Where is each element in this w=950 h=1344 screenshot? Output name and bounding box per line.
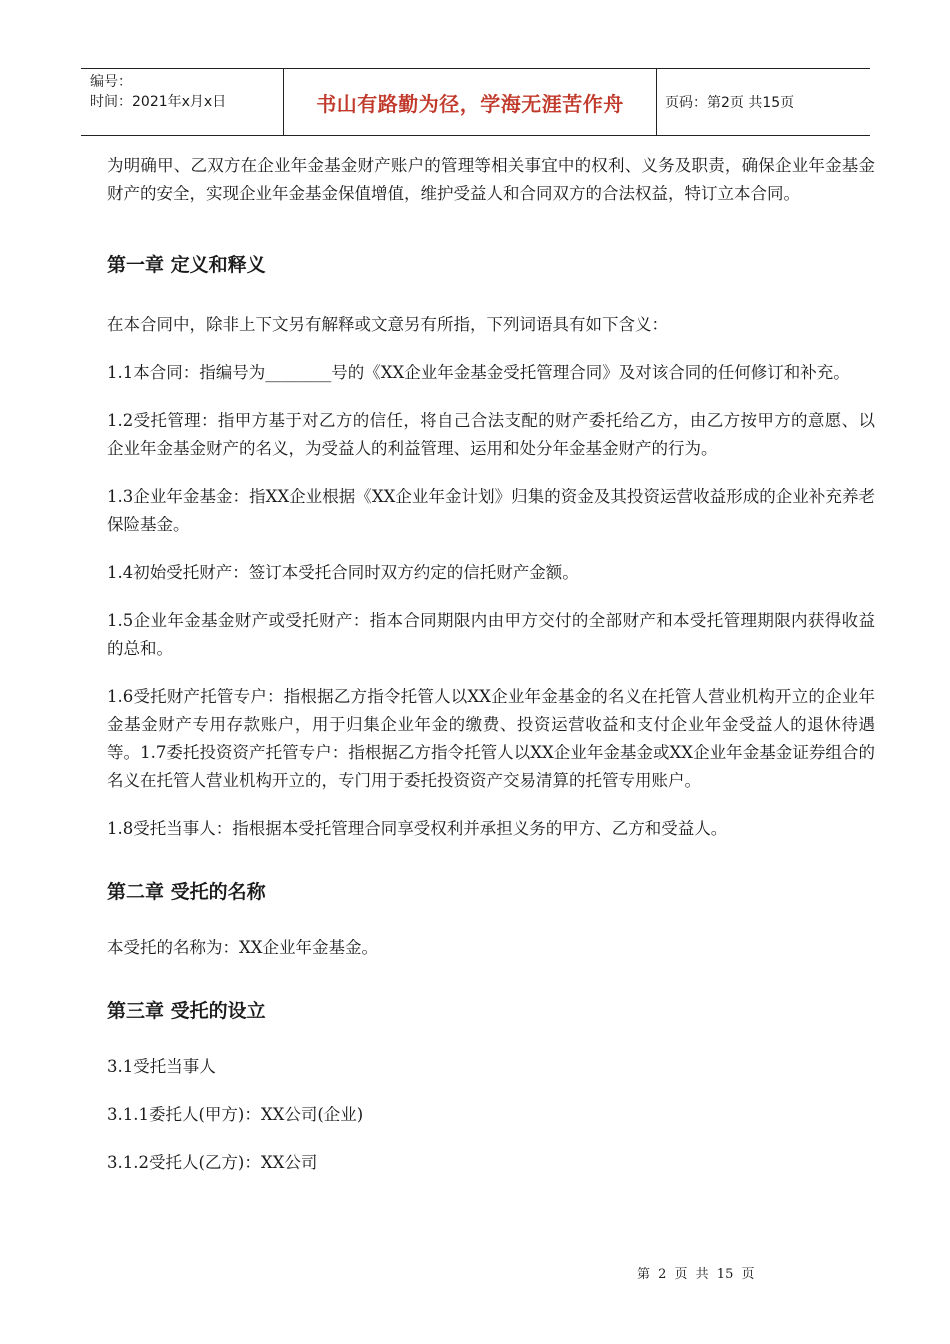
document-number-label: 编号： <box>90 74 132 90</box>
intro-text: 为明确甲、乙双方在企业年金基金财产账户的管理等相关事宜中的权利、义务及职责，确保企业年金基金财产的安全，实现企业年金基金保值增值，维护受益人和合同双方的合法权益，特订立本合同。 <box>107 156 875 203</box>
chapter-3-title: 第三章 受托的设立 <box>107 1000 266 1022</box>
header-page-cell <box>657 69 870 135</box>
header-page-info: 页码：第2页 共15页 <box>665 95 795 111</box>
page-header <box>81 68 870 136</box>
clause-1-4: 1.4初始受托财产：签订本受托合同时双方约定的信托财产金额。 <box>107 563 579 582</box>
chapter-1-title: 第一章 定义和释义 <box>107 254 266 276</box>
clause-1-5: 1.5企业年金基金财产或受托财产：指本合同期限内由甲方交付的全部财产和本受托管理期限内获得收益的总和。 <box>107 611 875 658</box>
clause-3-1-1: 3.1.1委托人(甲方)：XX公司(企业) <box>107 1105 364 1124</box>
clause-1-3: 1.3企业年金基金：指XX企业根据《XX企业年金计划》归集的资金及其投资运营收益形成的企业补充养老保险基金。 <box>107 487 875 534</box>
document-date: 时间：2021年x月x日 <box>90 94 227 110</box>
header-motto: 书山有路勤为径，学海无涯苦作舟 <box>316 91 624 116</box>
header-meta-cell <box>81 69 284 135</box>
intro-paragraph <box>107 152 875 208</box>
chapter-1-lead: 在本合同中，除非上下文另有解释或文意另有所指，下列词语具有如下含义： <box>107 315 668 334</box>
clause-1-8: 1.8受托当事人：指根据本受托管理合同享受权利并承担义务的甲方、乙方和受益人。 <box>107 819 728 838</box>
chapter-2-text: 本受托的名称为：XX企业年金基金。 <box>107 938 378 957</box>
clause-1-6-1-7: 1.6受托财产托管专户：指根据乙方指令托管人以XX企业年金基金的名义在托管人营业机构开立的企业年金基金财产专用存款账户，用于归集企业年金的缴费、投资运营收益和支付企业年金受益人的退休待遇等。1.7委托投资资产托管专户：指根据乙方指令托管人以XX企业年金基金或XX企业年金基金证券组合的名义在托管人营业机构开立的，专门用于委托投资资产交易清算的托管专用账户。 <box>107 687 875 790</box>
page-footer: 第 2 页 共 15 页 <box>637 1267 755 1282</box>
clause-1-2: 1.2受托管理：指甲方基于对乙方的信任，将自己合法支配的财产委托给乙方，由乙方按甲方的意愿、以企业年金基金财产的名义，为受益人的利益管理、运用和处分年金基金财产的行为。 <box>107 411 875 458</box>
clause-3-1-2: 3.1.2受托人(乙方)：XX公司 <box>107 1153 318 1172</box>
chapter-2-title: 第二章 受托的名称 <box>107 881 266 903</box>
clause-1-1: 1.1本合同：指编号为________号的《XX企业年金基金受托管理合同》及对该合同的任何修订和补充。 <box>107 363 850 382</box>
header-motto-cell <box>284 69 657 135</box>
document-body <box>107 152 875 1177</box>
clause-3-1: 3.1受托当事人 <box>107 1057 216 1076</box>
